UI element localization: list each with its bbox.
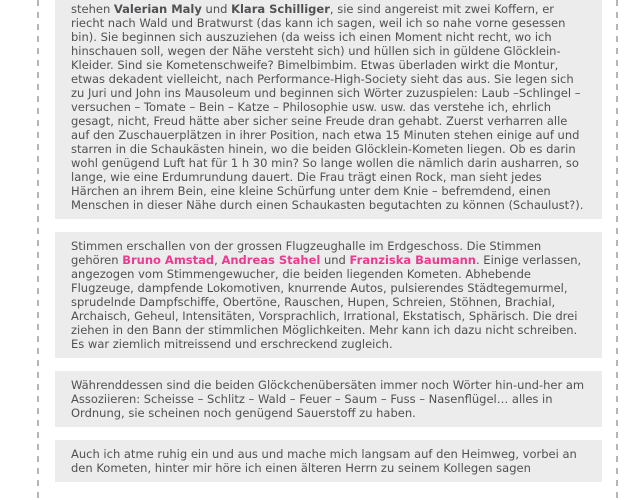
article-content <box>55 0 602 495</box>
paragraph-text: Stimmen erschallen von der grossen Flugzeughalle im Erdgeschoss. Die Stimmen gehören <box>71 239 545 267</box>
paragraph-text: stehen <box>71 2 114 16</box>
paragraph-text: und <box>320 253 350 267</box>
text-paragraph-3 <box>55 371 602 427</box>
paragraph-text: , <box>214 253 222 267</box>
person-name: Valerian Maly <box>113 2 202 16</box>
text-paragraph-1 <box>55 0 602 219</box>
performer-name: Franziska Baumann <box>349 253 476 267</box>
paragraph-text: Auch ich atme ruhig ein und aus und mache mich langsam auf den Heimweg, vorbei an den Kometen, hinter mir höre ich einen älteren Herrn zu seinem Kollegen sagen <box>71 447 581 475</box>
performer-name: Andreas Stahel <box>221 253 321 267</box>
performer-name: Bruno Amstad <box>122 253 215 267</box>
paragraph-text: . Einige verlassen, angezogen vom Stimmengewucher, die beiden liegenden Kometen. Abhebende Flugzeuge, dampfende Lokomotiven, knurrende Autos, pulsierendes Städtegemurmel, sprudelnde Dampfschiffe, Obertöne, Rauschen, Hupen, Schreien, Stöhnen, Brachial, Archaisch, Geheul, Intensitäten, Vorsprachlich, Irrational, Ekstatisch, Sphärisch. Die drei ziehen in den Bann der stimmlichen Möglichkeiten. Mehr kann ich dazu nicht schreiben. Es war ziemlich mitreissend und erschreckend zugleich. <box>71 253 585 351</box>
dashed-border-left <box>37 0 39 500</box>
person-name: Klara Schilliger <box>231 2 330 16</box>
paragraph-text: Währenddessen sind die beiden Glöckchenübersäten immer noch Wörter hin-und-her am Assoziieren: Scheisse – Schlitz – Wald – Feuer – Saum – Fuss – Nasenflügel… alles in Ordnung, sie scheinen noch genügend Sauerstoff zu haben. <box>71 378 588 420</box>
paragraph-text: und <box>201 2 232 16</box>
text-paragraph-4 <box>55 440 602 482</box>
paragraph-text: , sie sind angereist mit zwei Koffern, er riecht nach Wald und Bratwurst (das kann ich sagen, weil ich so nahe vorne gesessen bin). Sie beginnen sich auszuziehen (da weiss ich einen Moment nicht recht, wo ich hinschauen soll, wegen der Nähe versteht sich) und hüllen sich in güldene Glöcklein-Kleider. Sind sie Kometenschweife? Bimelbimbim. Etwas überladen wirkt die Montur, etwas dekadent vielleicht, nach Performance-High-Society sieht das aus. Sie legen sich zu Juri und John ins Mausoleum und beginnen sich Wörter zuzuspielen: Laub –Schlingel – versuchen – Tomate – Bein – Katze – Philosophie usw. usw. das verstehe ich, ehrlich gesagt, nicht, Freud hätte aber sicher seine Freude dran gehabt. Zuerst verharren alle auf den Zuschauerplätzen in ihrer Position, nach etwa 15 Minuten stehen einige auf und starren in die Schaukästen hinein, wo die beiden Glöcklein-Kometen liegen. Ob es darin wohl genügend Luft hat für 1 h 30 min? So lange wollen die nämlich darin ausharren, so lange, wie eine Erdumrundung dauert. Die Frau trägt einen Rock, man sieht jedes Härchen an ihrem Bein, eine kleine Schürfung unter dem Knie – befremdend, einen Menschen in dieser Nähe durch einen Schaukasten begutachten zu können (Schaulust?). <box>71 2 585 212</box>
text-paragraph-2 <box>55 232 602 358</box>
dashed-border-right <box>616 0 618 500</box>
